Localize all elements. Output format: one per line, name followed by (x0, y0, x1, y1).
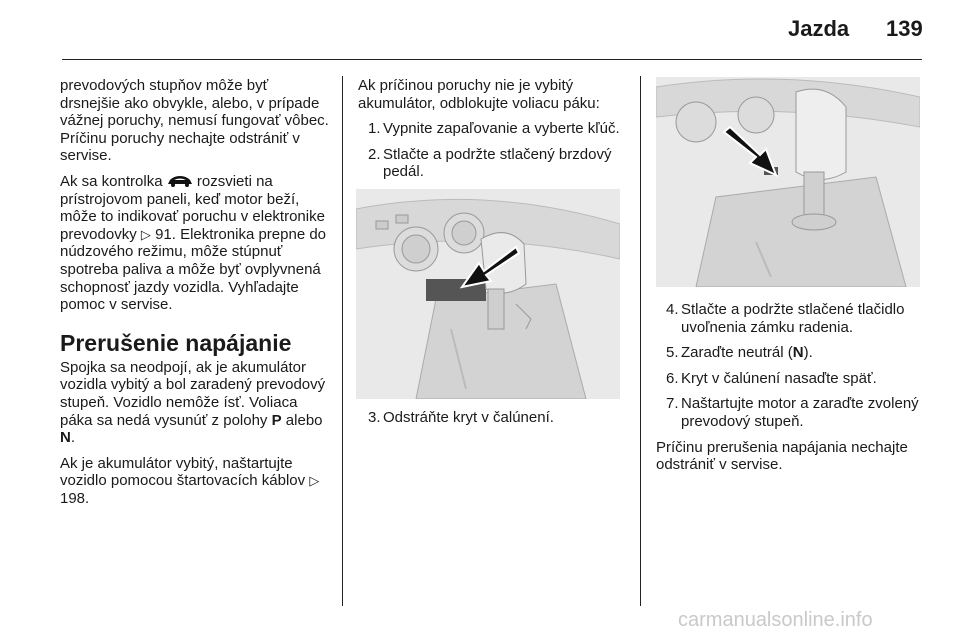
paragraph-fault: prevodových stupňov môže byť drsnejšie ako obvykle, alebo, v prípade vážnej poruchy, nemusí fungovať vôbec. Príčinu poruchy nechajte odstrániť v servise. (60, 77, 329, 165)
watermark: carmanualsonline.info (678, 609, 873, 631)
step-number: 2. (368, 145, 381, 163)
header-rule (62, 59, 922, 60)
column-3 (656, 77, 926, 482)
steps-block (656, 301, 926, 474)
page-reference-198[interactable]: 198 (60, 489, 86, 507)
step-number: 7. (666, 395, 679, 413)
step-number: 3. (368, 408, 381, 426)
step-number: 4. (666, 301, 679, 318)
gear-n-label: N (60, 429, 71, 447)
jump-start-text: Ak je akumulátor vybitý, naštartujte vozidlo pomocou štartovacích káblov (60, 454, 306, 490)
step-text: Vypnite zapaľovanie a vyberte kľúč. (383, 120, 620, 138)
clutch-text-end: . (70, 429, 76, 447)
page-reference-arrow-icon: ▷ (140, 226, 151, 242)
section-heading: Prerušenie napájanie (60, 329, 292, 356)
steps-list-1 (358, 120, 628, 181)
list-item (358, 120, 628, 138)
warning-text-middle: rozsvieti na prístrojovom paneli, keď motor beží, môže to indikovať poruchu v elektronike prevodovky (60, 172, 325, 243)
gear-lever-image (356, 189, 620, 399)
list-item (656, 370, 926, 388)
warning-text-end: . Elektronika prepne do núdzového režimu, môže stúpnuť spotreba paliva a môže byť ovplyvnená schopnosť jazdy vozidla. Vyhľadajte pomoc v servise. (60, 225, 327, 314)
column-divider-2 (640, 76, 641, 606)
page-reference-arrow-icon: ▷ (309, 473, 320, 489)
list-item (358, 146, 628, 181)
step-text: Kryt v čalúnení nasaďte späť. (681, 369, 877, 387)
step-number: 6. (666, 369, 679, 387)
paragraph-warning-lamp (60, 173, 330, 314)
column-divider-1 (342, 76, 343, 606)
step-text-end: ). (803, 344, 813, 362)
paragraph-clutch (60, 359, 330, 447)
page-number: 139 (886, 16, 923, 41)
paragraph-outro: Príčinu prerušenia napájania nechajte odstrániť v servise. (656, 438, 908, 474)
paragraph-intro: Ak príčinou poruchy nie je vybitý akumulátor, odblokujte voliacu páku: (358, 77, 600, 112)
step-number: 1. (368, 120, 381, 138)
step-number: 5. (666, 344, 679, 362)
column-2 (358, 77, 628, 435)
clutch-text: Spojka sa neodpojí, ak je akumulátor vozidla vybitý a bol zaradený prevodový stupeň. Vozidlo nemôže ísť. Voliaca páka sa nedá vysunúť z polohy (60, 358, 326, 429)
list-item (656, 395, 926, 430)
step-text: Stlačte a podržte stlačené tlačidlo uvoľnenia zámku radenia. (681, 301, 905, 336)
step-text: Naštartujte motor a zaraďte zvolený prevodový stupeň. (681, 395, 919, 430)
column-1 (60, 77, 330, 515)
jump-start-end: . (85, 489, 90, 507)
warning-text-start: Ak sa kontrolka (60, 172, 163, 190)
gear-lever-illustration (356, 189, 620, 399)
steps-list-3 (656, 301, 926, 431)
page-reference-91[interactable]: 91 (155, 225, 172, 243)
paragraph-jump-start (60, 455, 330, 508)
gear-n-label: N (792, 344, 804, 362)
step-text: Odstráňte kryt v čalúnení. (383, 408, 554, 426)
list-item (656, 301, 926, 336)
car-warning-icon (167, 175, 193, 187)
step-text: Zaraďte neutrál ( (681, 344, 793, 362)
clutch-text-or: alebo (285, 411, 323, 429)
list-item (358, 409, 628, 427)
section-title: Jazda (788, 16, 850, 41)
steps-list-2 (358, 409, 628, 427)
gear-p-label: P (271, 411, 282, 429)
page-header (0, 0, 960, 60)
step-text: Stlačte a podržte stlačený brzdový pedál. (383, 145, 612, 181)
list-item (656, 344, 926, 362)
